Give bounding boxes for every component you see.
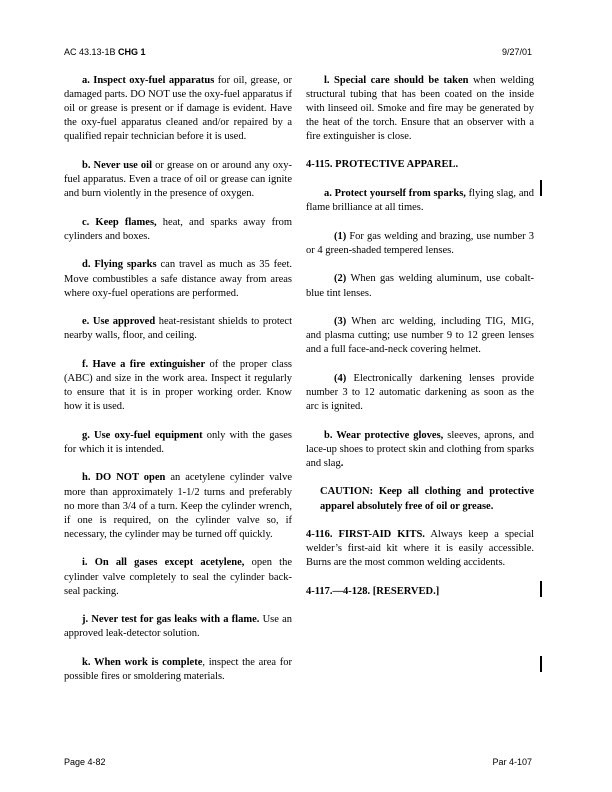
item-lead: l. Special care should be taken [324, 75, 469, 86]
subitem-lead: (3) [334, 316, 347, 328]
item-lead: k. When work is complete [82, 656, 203, 668]
item-lead: c. Keep flames, [82, 216, 157, 228]
item-text: of the proper class (ABC) and size in the work area. Inspect it regularly to ensure that it is in proper working order. Know how it is used. [64, 358, 292, 413]
item-text: , inspect the area for possible fires or smoldering materials. [64, 656, 293, 682]
item-text: an acetylene cylinder valve more than approximately 1-1/2 turns and preferably no more than 3/4 of a turn. Keep the cylinder wrench, if one is required, on the cylinder valve so, if necessary, the cylinder may be turned off quickly. [64, 472, 292, 540]
subitem-lead: (2) [334, 273, 347, 285]
section-4-117-reserved: 4-117.—4-128. [RESERVED.] [306, 585, 440, 597]
item-i [64, 556, 292, 598]
right-column [306, 74, 534, 599]
item-lead: b. Wear protective gloves, [324, 429, 444, 441]
paragraph-ref: Par 4-107 [492, 757, 532, 767]
subitem-text: When gas welding aluminum, use cobalt-blue tint lenses. [306, 273, 534, 299]
item-lead: i. On all gases except acetylene, [82, 557, 245, 569]
section-title-4-116: 4-116. FIRST-AID KITS. [306, 529, 425, 541]
item-lead: d. Flying sparks [82, 259, 157, 271]
item-f [64, 358, 292, 414]
item-text: can travel as much as 35 feet. Move combustibles a safe distance away from areas where oxy-fuel operations are performed. [64, 259, 292, 299]
item-text: heat, and sparks away from cylinders and boxes. [64, 216, 292, 242]
item-text: when welding structural tubing that has been coated on the inside with linseed oil. Smoke and fire may be generated by the heat of the torch. Ensure that an observer with a fire extinguisher is close. [306, 75, 534, 143]
item-protect-sparks [306, 187, 534, 215]
page-number: Page 4-82 [64, 757, 106, 767]
item-lead: h. DO NOT open [82, 472, 166, 484]
page-header-date: 9/27/01 [501, 47, 532, 57]
item-wear-gloves [306, 429, 534, 471]
item-g [64, 429, 292, 457]
change-number: CHG 1 [118, 47, 146, 57]
item-end: . [340, 457, 344, 469]
section-4-116 [306, 528, 534, 570]
item-text: Use an approved leak-detector solution. [64, 614, 292, 640]
item-text: or grease on or around any oxy-fuel apparatus. Even a trace of oil or grease can ignite and burn violently in the presence of oxygen. [64, 159, 293, 200]
item-lead: a. Inspect oxy-fuel apparatus [82, 75, 215, 86]
item-lead: g. Use oxy-fuel equipment [82, 429, 203, 441]
item-b [64, 159, 292, 201]
item-lead: a. Protect yourself from sparks, [324, 188, 466, 200]
change-bar [540, 656, 542, 672]
subitem-text: For gas welding and brazing, use number 3 or 4 green-shaded tempered lenses. [306, 230, 534, 256]
item-k [64, 656, 292, 684]
change-bar [540, 581, 542, 597]
item-l [306, 74, 534, 144]
left-column [64, 74, 292, 684]
item-text: flying slag, and flame brilliance at all times. [306, 188, 534, 214]
item-e [64, 315, 292, 343]
subitem-text: Electronically darkening lenses provide number 3 to 12 automatic darkening as soon as the arc is ignited. [306, 372, 534, 413]
caution-note: CAUTION: Keep all clothing and protective apparel absolutely free of oil or grease. [320, 486, 534, 512]
item-text: sleeves, aprons, and lace-up shoes to protect skin and clothing from sparks and slag [306, 429, 534, 469]
subitem-4 [306, 372, 534, 414]
subitem-lead: (4) [334, 372, 347, 384]
item-text: only with the gases for which it is intended. [64, 429, 292, 455]
item-d [64, 258, 292, 300]
item-text: heat-resistant shields to protect nearby walls, floor, and ceiling. [64, 316, 292, 342]
item-a [64, 74, 292, 144]
subitem-text: When arc welding, including TIG, MIG, and plasma cutting; use number 9 to 12 green lenses and a full face-and-neck covering helmet. [306, 316, 534, 356]
section-text: Always keep a special welder’s first-aid kit where it is easily accessible. Burns are the most common welding accidents. [306, 529, 534, 569]
doc-id: AC 43.13-1B [64, 47, 116, 57]
subitem-lead: (1) [334, 230, 347, 242]
item-c [64, 216, 292, 244]
item-h [64, 471, 292, 541]
subitem-1 [306, 230, 534, 258]
item-text: open the cylinder valve completely to seal the cylinder back-seal packing. [64, 557, 292, 597]
item-text: for oil, grease, or damaged parts. DO NOT use the oxy-fuel apparatus if oil or grease is present or if damage is evident. Have the oxy-fuel apparatus cleaned and/or repaired by a qualified repair technician before it is used. [64, 75, 293, 143]
item-lead: e. Use approved [82, 316, 156, 328]
item-lead: b. Never use oil [82, 159, 153, 171]
item-lead: f. Have a fire extinguisher [82, 358, 206, 370]
subitem-3 [306, 315, 534, 357]
item-j [64, 613, 292, 641]
page-header-doc-id [64, 47, 146, 57]
section-title-4-115: 4-115. PROTECTIVE APPAREL. [306, 159, 459, 171]
change-bar [540, 180, 542, 196]
item-lead: j. Never test for gas leaks with a flame. [82, 614, 260, 626]
subitem-2 [306, 272, 534, 300]
